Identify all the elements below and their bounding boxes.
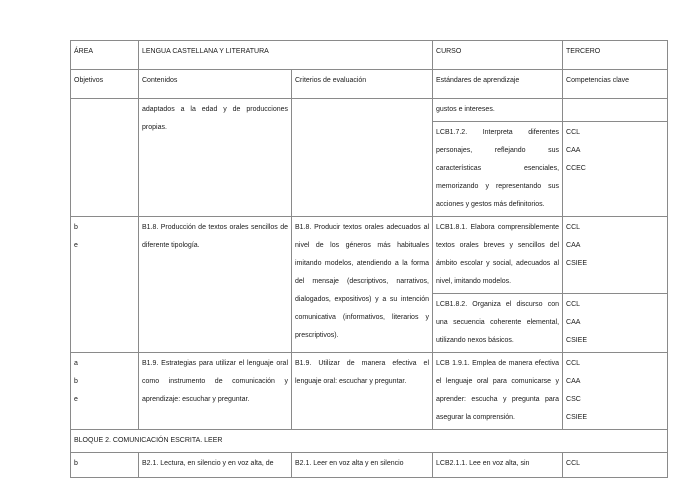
table-row bbox=[71, 217, 668, 294]
block-title-row bbox=[71, 430, 668, 453]
competences-cell bbox=[563, 217, 668, 294]
criteria-cell: B2.1. Leer en voz alta y en silencio bbox=[292, 453, 433, 478]
course-label: CURSO bbox=[433, 41, 563, 70]
competence: CSIEE bbox=[566, 337, 588, 344]
objective: b bbox=[74, 460, 78, 467]
standard-cell: LCB1.8.2. Organiza el discurso con una secuencia coherente elemental, utilizando nexos básicos. bbox=[433, 294, 563, 353]
competence: CCL bbox=[566, 301, 581, 308]
area-label: ÁREA bbox=[71, 41, 139, 70]
standard-cell: gustos e intereses. bbox=[433, 99, 563, 122]
competence: CAA bbox=[566, 147, 581, 154]
course-value: TERCERO bbox=[563, 41, 668, 70]
competence: CAA bbox=[566, 378, 581, 385]
competence: CSIEE bbox=[566, 414, 588, 421]
competence: CAA bbox=[566, 242, 581, 249]
area-value: LENGUA CASTELLANA Y LITERATURA bbox=[139, 41, 433, 70]
competence: CCL bbox=[566, 129, 581, 136]
competence: CSC bbox=[566, 396, 581, 403]
competence: CCL bbox=[566, 360, 581, 367]
block-title: BLOQUE 2. COMUNICACIÓN ESCRITA. LEER bbox=[71, 430, 668, 453]
competences-cell bbox=[563, 122, 668, 217]
objective: b bbox=[74, 224, 78, 231]
standard-cell: LCB1.7.2. Interpreta diferentes personajes, reflejando sus características esenciales, memorizando y representando sus acciones y gestos más definitorios. bbox=[433, 122, 563, 217]
objectives-cell bbox=[71, 353, 139, 430]
competences-cell bbox=[563, 294, 668, 353]
criteria-cell: B1.9. Utilizar de manera efectiva el lenguaje oral: escuchar y preguntar. bbox=[292, 353, 433, 430]
objectives-cell bbox=[71, 99, 139, 217]
criteria-cell: B1.8. Producir textos orales adecuados al nivel de los géneros más habituales imitando modelos, atendiendo a la forma del mensaje (descriptivos, narrativos, dialogados, expositivos) y a su intención comunicativa (informativos, literarios y prescriptivos). bbox=[292, 217, 433, 353]
standard-cell: LCB1.8.1. Elabora comprensiblemente textos orales breves y sencillos del ámbito escolar y social, adecuados al nivel, imitando modelos. bbox=[433, 217, 563, 294]
col-objectives: Objetivos bbox=[71, 70, 139, 99]
objectives-cell bbox=[71, 217, 139, 353]
standard-cell: LCB 1.9.1. Emplea de manera efectiva el lenguaje oral para comunicarse y aprender: escucha y pregunta para asegurar la comprensión. bbox=[433, 353, 563, 430]
competence: CAA bbox=[566, 319, 581, 326]
header-row bbox=[71, 41, 668, 70]
objective: b bbox=[74, 378, 78, 385]
content-cell: B1.9. Estrategias para utilizar el lenguaje oral como instrumento de comunicación y aprendizaje: escuchar y preguntar. bbox=[139, 353, 292, 430]
content-cell: adaptados a la edad y de producciones propias. bbox=[139, 99, 292, 217]
content-cell: B2.1. Lectura, en silencio y en voz alta, de bbox=[139, 453, 292, 478]
competence: CCL bbox=[566, 224, 581, 231]
table-row bbox=[71, 99, 668, 122]
competences-cell bbox=[563, 353, 668, 430]
competence: CSIEE bbox=[566, 260, 588, 267]
col-contents: Contenidos bbox=[139, 70, 292, 99]
col-competences: Competencias clave bbox=[563, 70, 668, 99]
table-row bbox=[71, 353, 668, 430]
competence: CCL bbox=[566, 460, 581, 467]
col-standards: Estándares de aprendizaje bbox=[433, 70, 563, 99]
column-header-row bbox=[71, 70, 668, 99]
competences-cell bbox=[563, 99, 668, 122]
curriculum-table bbox=[70, 40, 668, 478]
objective: e bbox=[74, 396, 78, 403]
content-cell: B1.8. Producción de textos orales sencillos de diferente tipología. bbox=[139, 217, 292, 353]
objective: e bbox=[74, 242, 78, 249]
col-criteria: Criterios de evaluación bbox=[292, 70, 433, 99]
objective: a bbox=[74, 360, 78, 367]
standard-cell: LCB2.1.1. Lee en voz alta, sin bbox=[433, 453, 563, 478]
criteria-cell bbox=[292, 99, 433, 217]
competence: CCEC bbox=[566, 165, 586, 172]
